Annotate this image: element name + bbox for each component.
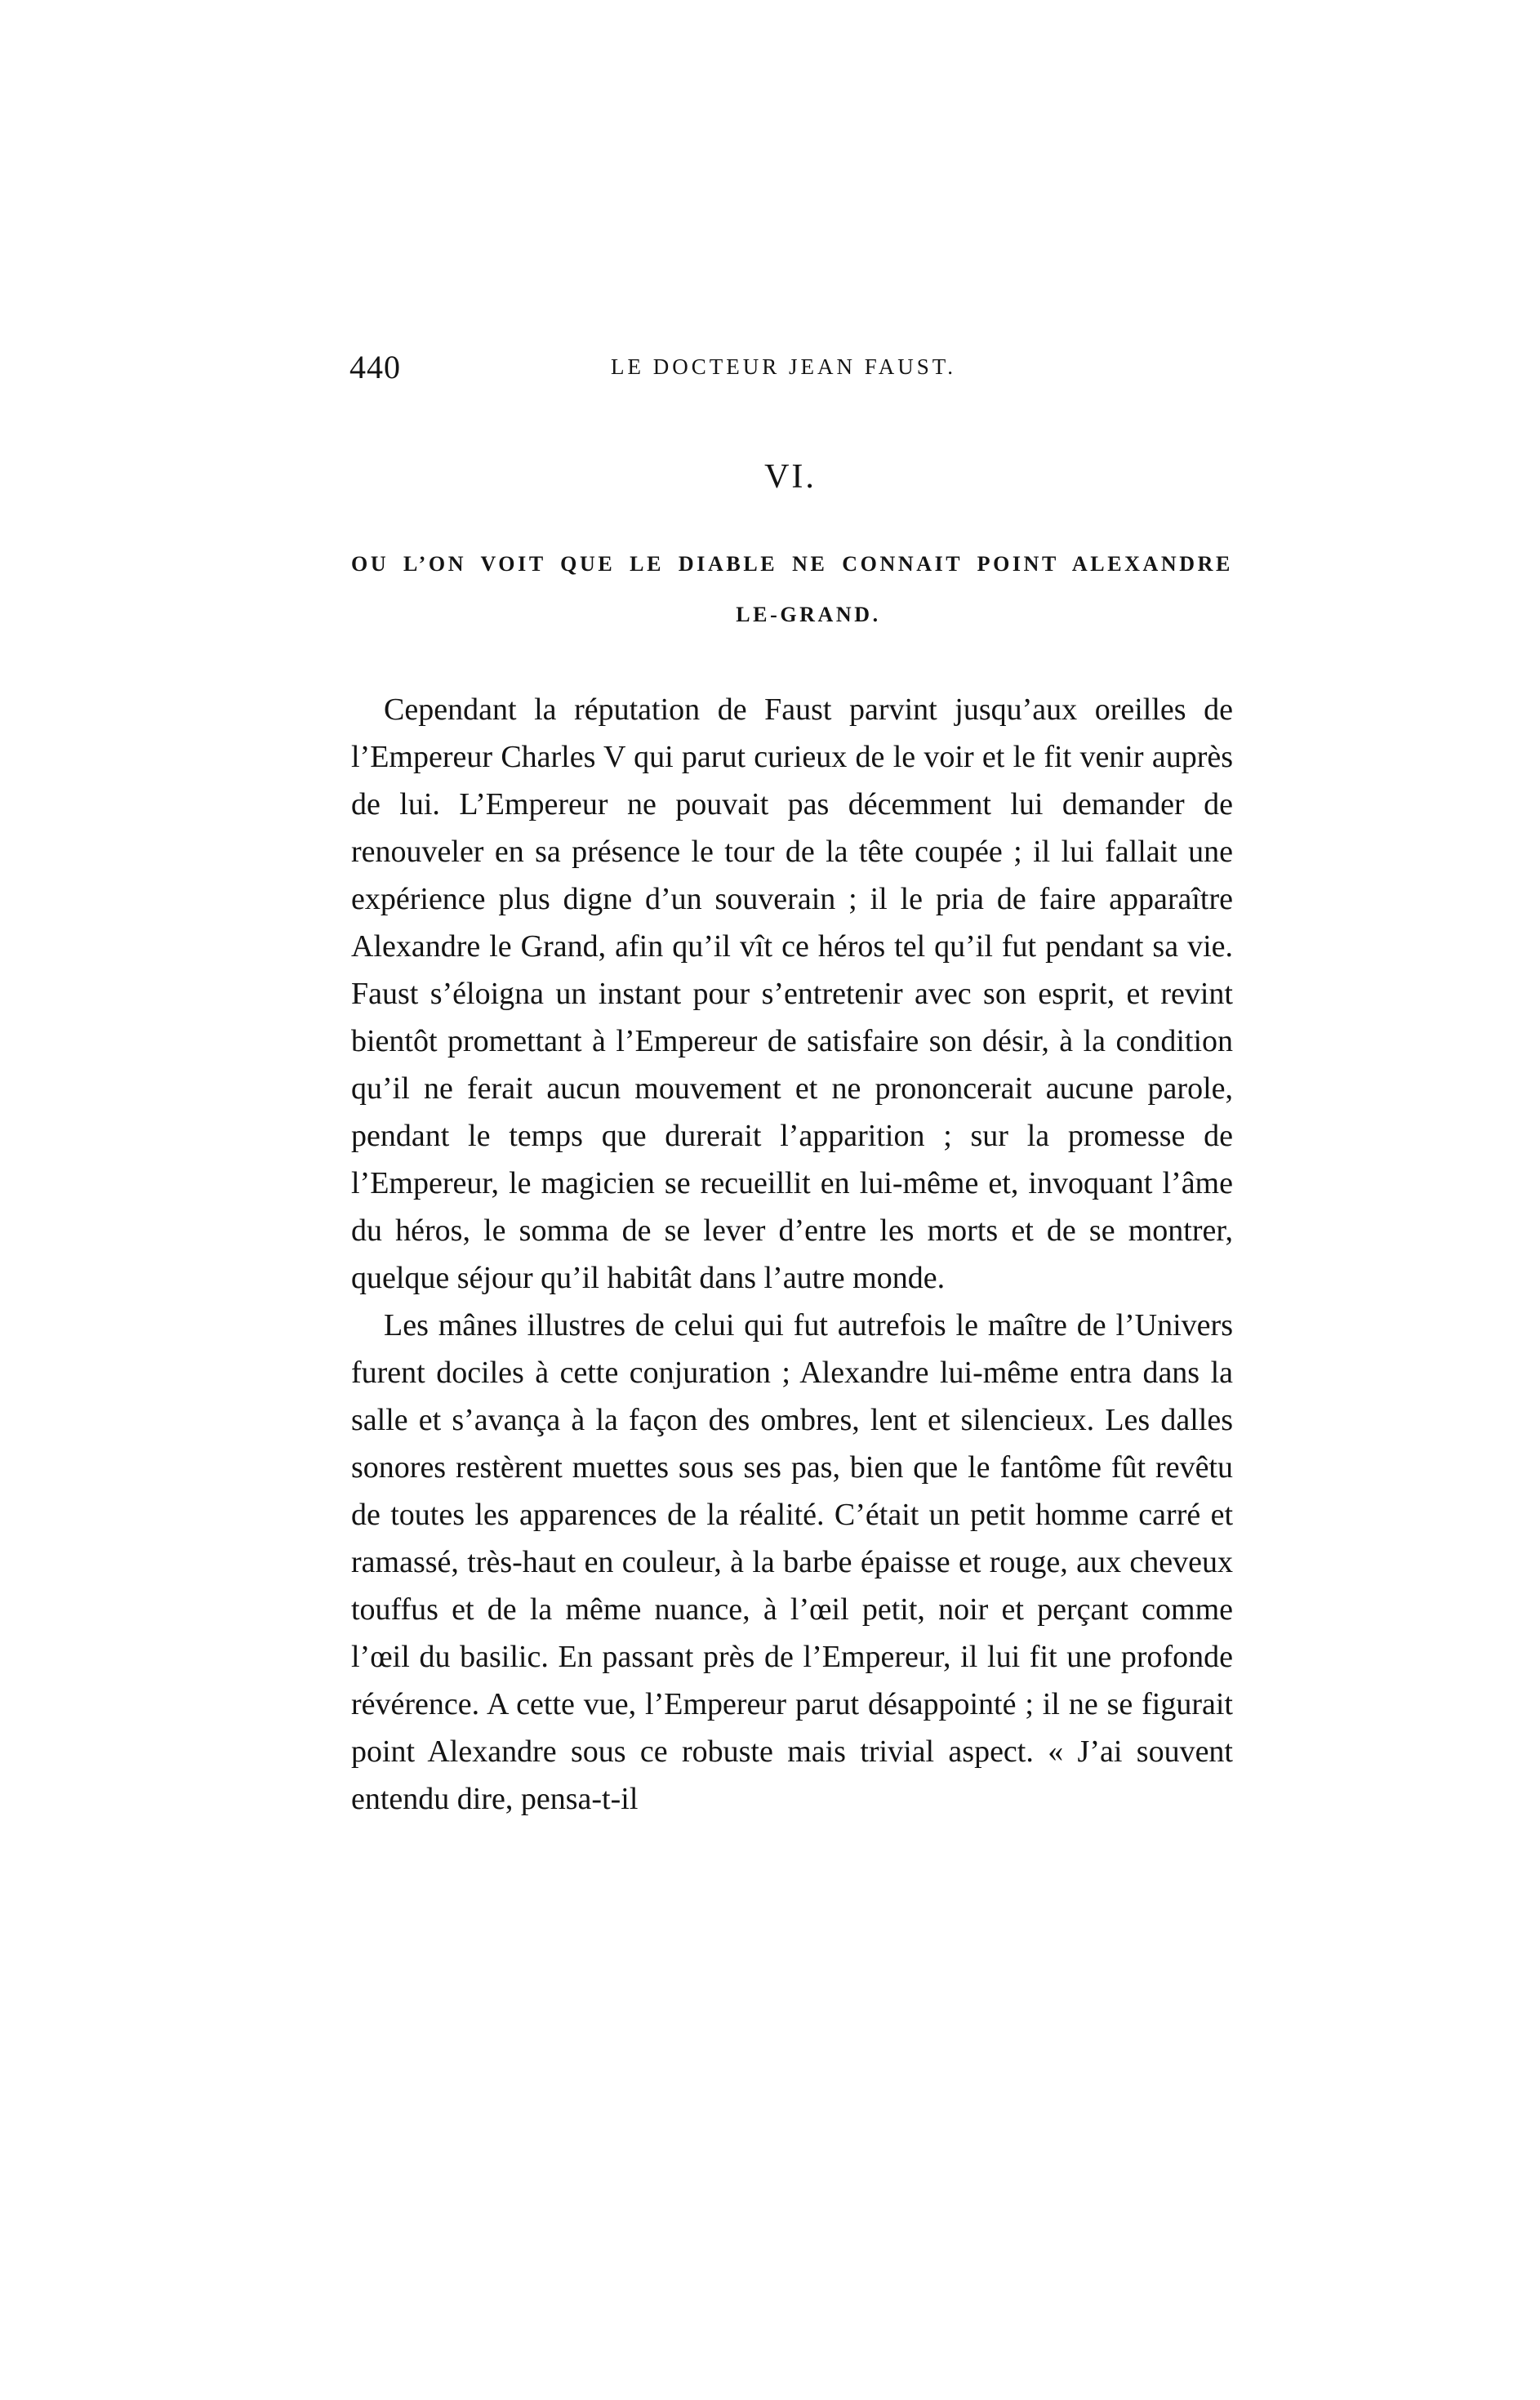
page-number: 440	[349, 349, 401, 385]
chapter-title	[351, 539, 1233, 640]
chapter-title-line-2: LE-GRAND.	[736, 603, 881, 626]
paragraph: Les mânes illustres de celui qui fut autrefois le maître de l’Univers furent dociles à cette conjuration ; Alexandre lui-même entra dans la salle et s’avança à la façon des ombres, lent et silencieux. Les dalles sonores restèrent muettes sous ses pas, bien que le fantôme fût revêtu de toutes les apparences de la réalité. C’était un petit homme carré et ramassé, très-haut en couleur, à la barbe épaisse et rouge, aux cheveux touffus et de la même nuance, à l’œil petit, noir et perçant comme l’œil du basilic. En passant près de l’Empereur, il lui fit une profonde révérence. A cette vue, l’Empereur parut désappointé ; il ne se figurait point Alexandre sous ce robuste mais trivial aspect. « J’ai souvent entendu dire, pensa-t-il	[351, 1308, 1233, 1816]
chapter-title-line-1: OU L’ON VOIT QUE LE DIABLE NE CONNAIT POINT ALEXANDRE	[351, 552, 1233, 576]
running-title: LE DOCTEUR JEAN FAUST.	[611, 354, 956, 379]
body-text	[351, 686, 1233, 1823]
running-head	[349, 348, 1231, 389]
paragraph: Cependant la réputation de Faust parvint jusqu’aux oreilles de l’Empereur Charles V qui parut curieux de le voir et le fit venir auprès de lui. L’Empereur ne pouvait pas décemment lui demander de renouveler en sa présence le tour de la tête coupée ; il lui fallait une expérience plus digne d’un souverain ; il le pria de faire apparaître Alexandre le Grand, afin qu’il vît ce héros tel qu’il fut pendant sa vie. Faust s’éloigna un instant pour s’entretenir avec son esprit, et revint bientôt promettant à l’Empereur de satisfaire son désir, à la condition qu’il ne ferait aucun mouvement et ne prononcerait aucune parole, pendant le temps que durerait l’apparition ; sur la promesse de l’Empereur, le magicien se recueillit en lui-même et, invoquant l’âme du héros, le somma de se lever d’entre les morts et de se montrer, quelque séjour qu’il habitât dans l’autre monde.	[351, 692, 1233, 1295]
chapter-number: VI.	[764, 458, 817, 496]
